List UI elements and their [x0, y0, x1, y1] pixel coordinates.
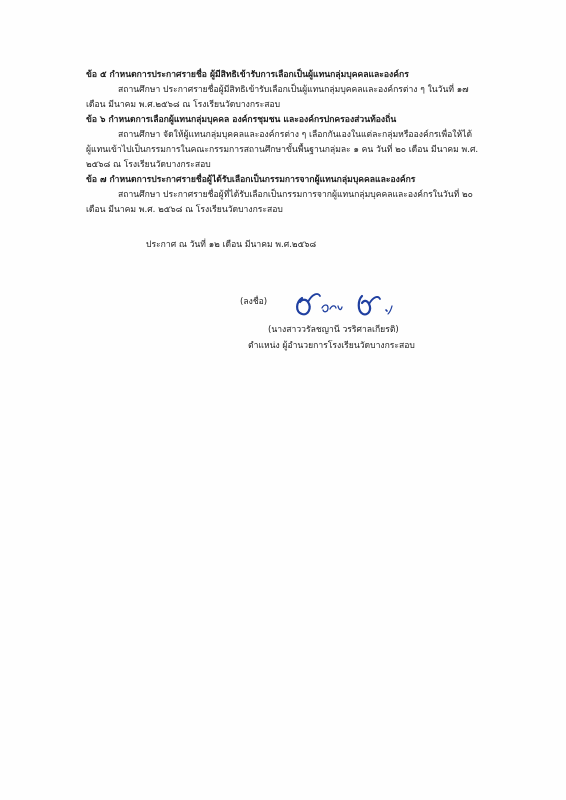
section-7-body-line-1: สถานศึกษา ประกาศรายชื่อผู้ที่ได้รับเลือกเป็นกรรมการจากผู้แทนกลุ่มบุคคลและองค์กรในวันที่ ๒๐ [118, 190, 473, 200]
section-6-body-line-2: ผู้แทนเข้าไปเป็นกรรมการในคณะกรรมการสถานศึกษาขั้นพื้นฐานกลุ่มละ ๑ คน วันที่ ๒๐ เดือน มีนาคม พ.ศ. [86, 145, 479, 155]
handwritten-signature-image [288, 286, 408, 320]
signature-label: (ลงชื่อ) [240, 297, 268, 307]
section-5-body-line-1: สถานศึกษา ประกาศรายชื่อผู้มีสิทธิเข้ารับเลือกเป็นผู้แทนกลุ่มบุคคลและองค์กรต่าง ๆ ในวันที่ ๑๗ [118, 85, 469, 95]
section-6-heading: ข้อ ๖ กำหนดการเลือกผู้แทนกลุ่มบุคคล องค์กรชุมชน และองค์กรปกครองส่วนท้องถิ่น [86, 115, 397, 125]
section-7-heading: ข้อ ๗ กำหนดการประกาศรายชื่อผู้ได้รับเลือกเป็นกรรมการจากผู้แทนกลุ่มบุคคลและองค์กร [86, 175, 416, 185]
section-5-heading: ข้อ ๕ กำหนดการประกาศรายชื่อ ผู้มีสิทธิเข้ารับการเลือกเป็นผู้แทนกลุ่มบุคคลและองค์กร [86, 70, 409, 80]
section-6-body-line-1: สถานศึกษา จัดให้ผู้แทนกลุ่มบุคคลและองค์กรต่าง ๆ เลือกกันเองในแต่ละกลุ่มหรือองค์กรเพื่อให้ได้ [118, 130, 473, 140]
signer-position: ตำแหน่ง ผู้อำนวยการโรงเรียนวัดบางกระสอบ [248, 341, 415, 351]
section-7-body-line-2: เดือน มีนาคม พ.ศ. ๒๕๖๘ ณ โรงเรียนวัดบางกระสอบ [86, 205, 283, 215]
section-5-body-line-2: เดือน มีนาคม พ.ศ.๒๕๖๘ ณ โรงเรียนวัดบางกระสอบ [86, 100, 281, 110]
section-6-body-line-3: ๒๕๖๘ ณ โรงเรียนวัดบางกระสอบ [86, 160, 211, 170]
signer-name: (นางสาววรัลชญานี วรริศาลเกียรติ) [268, 325, 399, 335]
announcement-date: ประกาศ ณ วันที่ ๑๒ เดือน มีนาคม พ.ศ.๒๕๖๘ [146, 240, 317, 250]
